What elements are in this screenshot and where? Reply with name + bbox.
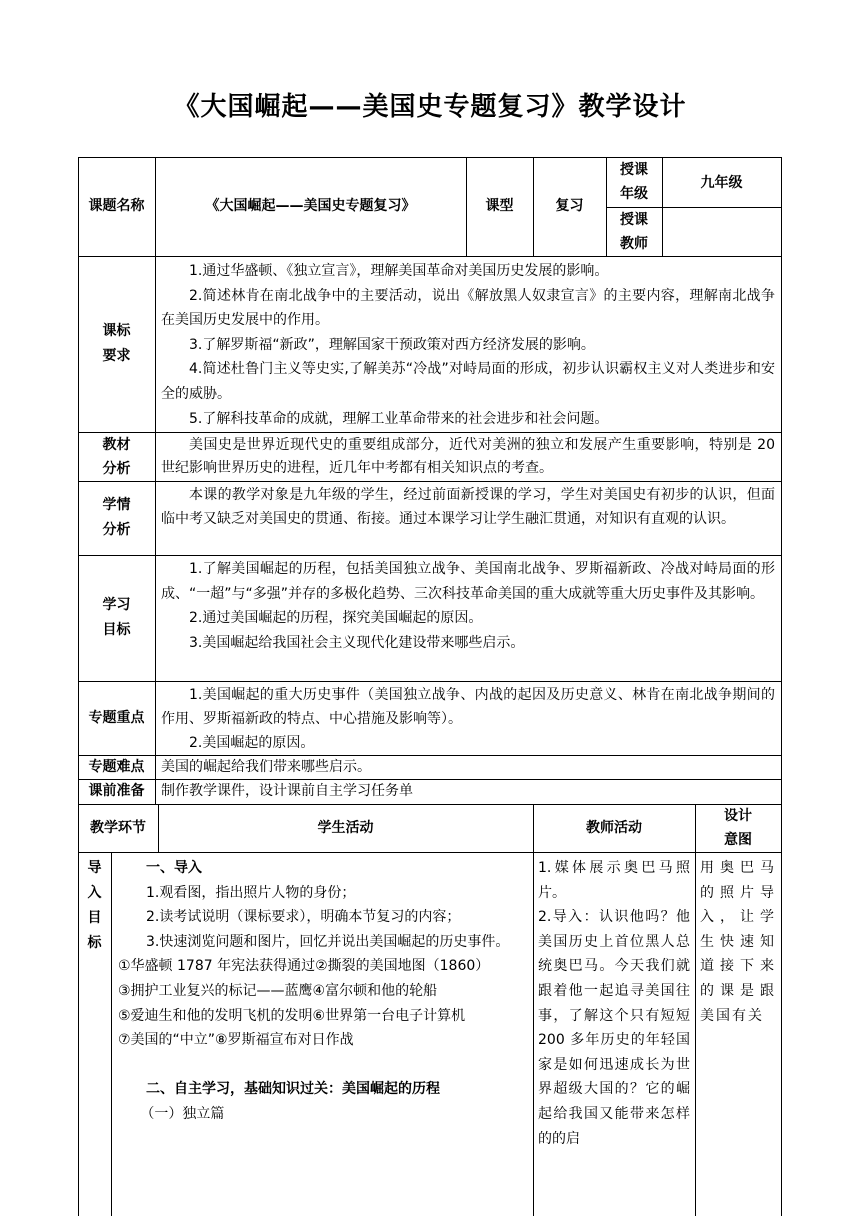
curriculum-item: 4.简述杜鲁门主义等史实,了解美苏“冷战”对峙局面的形成，初步认识霸权主义对人类进步和安全的威胁。	[161, 361, 775, 402]
curriculum-item: 2.简述林肯在南北战争中的主要活动，说出《解放黑人奴隶宣言》的主要内容，理解南北战争在美国历史发展中的作用。	[161, 287, 775, 329]
teacher-step: 1.媒体展示奥巴马照片。	[538, 860, 690, 901]
intro-stage-char: 导	[87, 860, 102, 876]
design-intent-line2: 意图	[724, 832, 752, 848]
topic-value: 《大国崛起——美国史专题复习》	[205, 198, 416, 214]
intro-stage-label	[78, 856, 111, 956]
self-study-heading: 二、自主学习，基础知识过关：美国崛起的历程	[146, 1081, 440, 1098]
textbook-label-line2: 分析	[102, 460, 131, 477]
learner-label-line2: 分析	[102, 522, 131, 538]
design-intent-line1: 设计	[724, 808, 752, 824]
grade-value: 九年级	[700, 175, 743, 191]
intro-student-activity	[118, 856, 528, 1127]
teacher-label-line2: 教师	[620, 235, 648, 252]
topic-label: 课题名称	[88, 198, 145, 214]
learner-text: 本课的教学对象是九年级的学生，经过前面新授课的学习，学生对美国史有初步的认识，但面临中考又缺乏对美国史的贯通、衔接。通过本课学习让学生融汇贯通，对知识有直观的认识。	[161, 487, 775, 527]
objective-item: 1.了解美国崛起的历程，包括美国独立战争、美国南北战争、罗斯福新政、冷战对峙局面的形成、“一超”与“多强”并存的多极化趋势、三次科技革命美国的重大成就等重大历史事件及其影响。	[161, 561, 775, 602]
intro-stage-char: 入	[87, 885, 102, 901]
textbook-text: 美国史是世界近现代史的重要组成部分，近代对美洲的独立和发展产生重要影响，特别是 20 世纪影响世界历史的进程，近几年中考都有相关知识点的考查。	[161, 437, 775, 476]
intro-picture-item: ⑦美国的“中立”⑧罗斯福宣布对日作战	[118, 1032, 354, 1049]
grade-label-line1: 授课	[620, 162, 648, 178]
teacher-label	[606, 207, 662, 256]
intro-picture-item: ⑤爱迪生和他的发明飞机的发明⑥世界第一台电子计算机	[118, 1007, 466, 1024]
type-label: 课型	[485, 198, 514, 214]
curriculum-item: 5.了解科技革命的成就，理解工业革命带来的社会进步和社会问题。	[189, 410, 609, 427]
teacher-label-line1: 授课	[620, 211, 648, 228]
preparation-text: 制作教学课件，设计课前自主学习任务单	[161, 783, 413, 799]
stage-header: 教学环节	[90, 819, 146, 836]
learner-label-line1: 学情	[102, 497, 131, 513]
learner-label	[78, 481, 155, 555]
teacher-value	[662, 207, 781, 256]
curriculum-item: 3.了解罗斯福“新政”，理解国家干预政策对西方经济发展的影响。	[189, 336, 595, 353]
student-activity-header: 学生活动	[317, 819, 374, 836]
preparation-label: 课前准备	[88, 783, 145, 799]
intro-picture-item: ③拥护工业复兴的标记——蓝鹰④富尔顿和他的轮船	[118, 982, 438, 999]
intro-picture-item: ①华盛顿 1787 年宪法获得通过②撕裂的美国地图（1860）	[118, 958, 490, 975]
intro-heading: 一、导入	[146, 860, 202, 876]
type-value: 复习	[555, 198, 584, 214]
intro-design-intent: 用奥巴马的照片导入，让学生快速知道接下来的课是跟美国有关	[700, 860, 776, 1024]
objective-item: 2.通过美国崛起的历程，探究美国崛起的原因。	[189, 610, 483, 626]
textbook-label-line1: 教材	[102, 436, 131, 453]
intro-step: 2.读考试说明（课标要求），明确本节复习的内容；	[146, 909, 461, 926]
document-title: 《大国崛起——美国史专题复习》教学设计	[173, 92, 687, 122]
grade-label	[606, 157, 662, 207]
textbook-content	[161, 434, 775, 480]
independence-subheading: （一）独立篇	[140, 1105, 225, 1122]
key-points-label: 专题重点	[88, 709, 145, 726]
objectives-label-line1: 学习	[102, 597, 131, 613]
curriculum-item: 1.通过华盛顿、《独立宣言》，理解美国革命对美国历史发展的影响。	[189, 263, 609, 279]
textbook-label	[78, 432, 155, 481]
key-point-item: 1.美国崛起的重大历史事件（美国独立战争、内战的起因及历史意义、林肯在南北战争期间的作用、罗斯福新政的特点、中心措施及影响等）。	[161, 687, 775, 727]
curriculum-label-line1: 课标	[102, 323, 131, 339]
objectives-label-line2: 目标	[102, 622, 131, 638]
difficulty-label: 专题难点	[88, 758, 145, 775]
difficulty-text: 美国的崛起给我们带来哪些启示。	[161, 759, 371, 775]
key-points-content	[161, 683, 775, 755]
grade-label-line2: 年级	[620, 186, 648, 202]
curriculum-content	[161, 259, 775, 431]
intro-step: 1.观看图，指出照片人物的身份；	[146, 884, 356, 901]
key-point-item: 2.美国崛起的原因。	[189, 735, 315, 751]
objective-item: 3.美国崛起给我国社会主义现代化建设带来哪些启示。	[189, 634, 525, 651]
objectives-label	[78, 555, 155, 681]
curriculum-label	[78, 256, 155, 432]
teacher-activity-header: 教师活动	[586, 819, 642, 836]
intro-stage-char: 标	[87, 935, 102, 951]
intro-step: 3.快速浏览问题和图片，回忆并说出美国崛起的历史事件。	[146, 933, 510, 950]
intro-stage-char: 目	[87, 910, 102, 926]
learner-content	[161, 483, 775, 531]
teacher-step: 2.导入：认识他吗？他美国历史上首位黑人总统奥巴马。今天我们就跟着他一起追寻美国往事，了解这个只有短短 200 多年历史的年轻国家是如何迅速成长为世界超级大国的？它的崛起给我国又能带来怎样的的启	[538, 909, 690, 1147]
intro-teacher-activity	[538, 856, 690, 1151]
curriculum-label-line2: 要求	[102, 348, 131, 364]
design-intent-header	[695, 804, 781, 852]
objectives-content	[161, 557, 775, 655]
